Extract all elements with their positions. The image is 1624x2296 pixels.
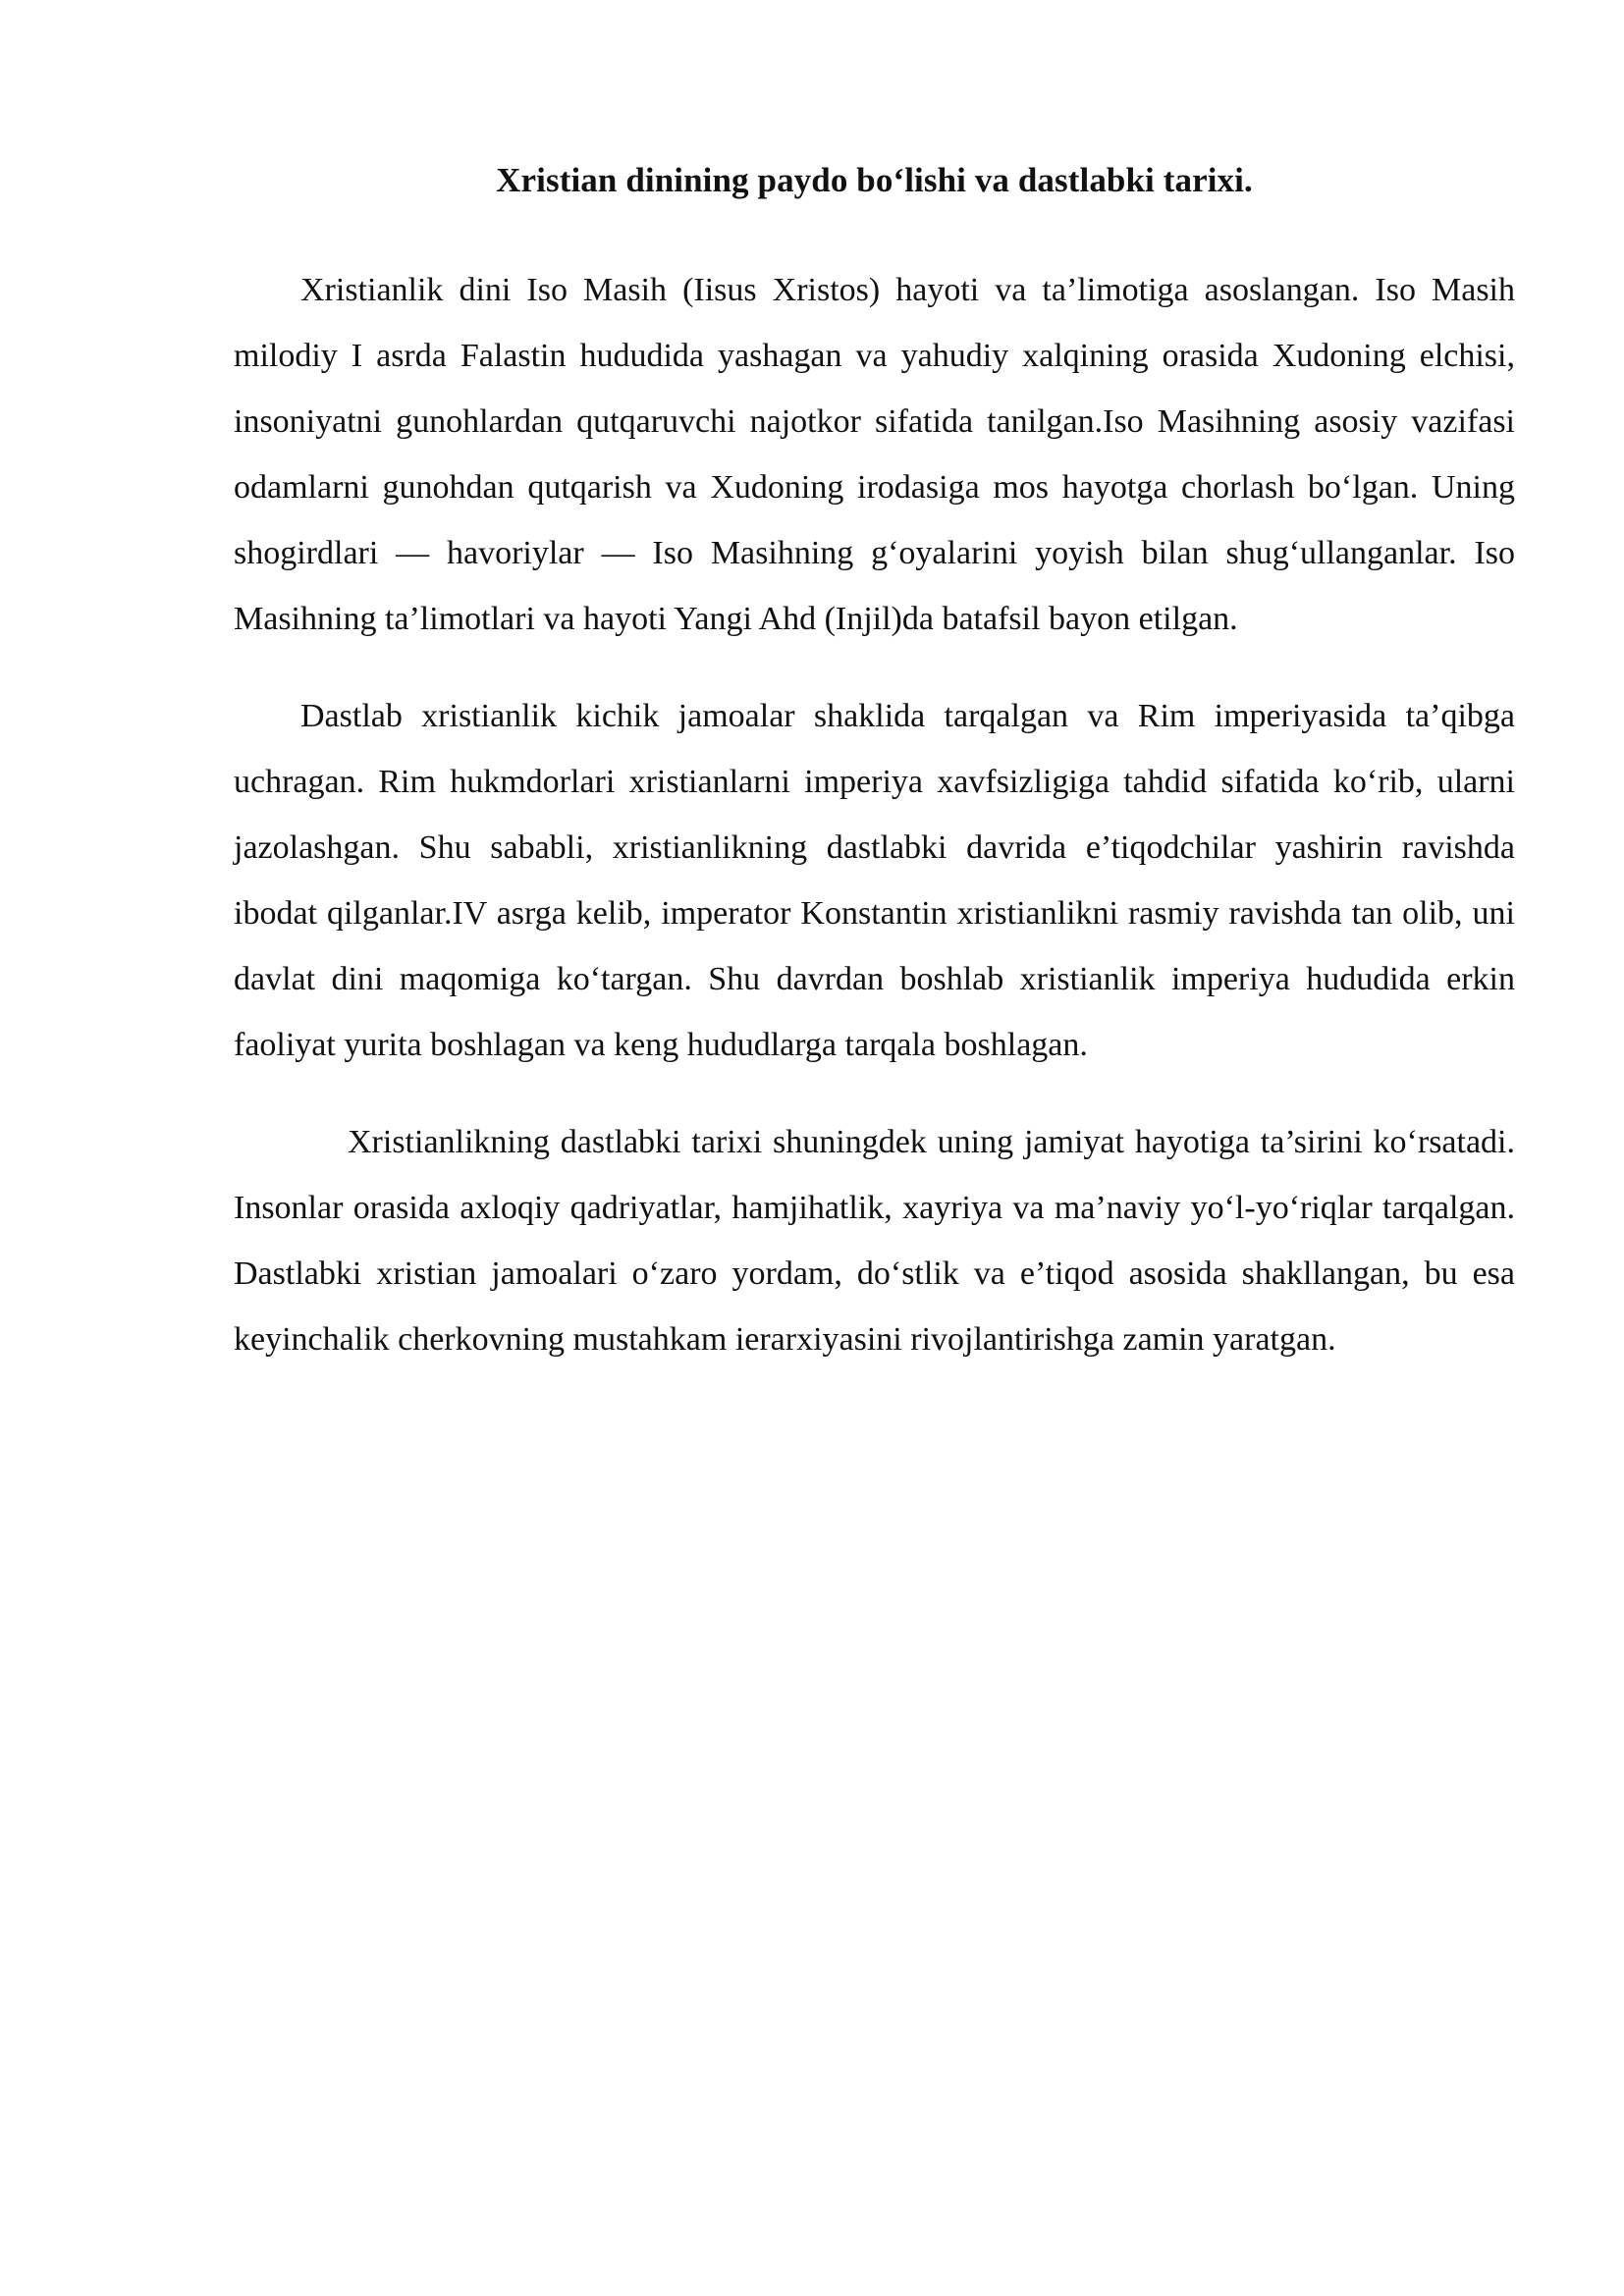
paragraph-roman-empire: Dastlab xristianlik kichik jamoalar shaklida tarqalgan va Rim imperiyasida ta’qibga uchragan. Rim hukmdorlari xristianlarni imperiya xavfsizligiga tahdid sifatida ko‘rib, ularni jazolashgan. Shu sababli, xristianlikning dastlabki davrida e’tiqodchilar yashirin ravishda ibodat qilganlar.IV asrga kelib, imperator Konstantin xristianlikni rasmiy ravishda tan olib, uni davlat dini maqomiga ko‘targan. Shu davrdan boshlab xristianlik imperiya hududida erkin faoliyat yurita boshlagan va keng hududlarga tarqala boshlagan.	[234, 698, 1515, 1063]
paragraph-origins: Xristianlik dini Iso Masih (Iisus Xristos) hayoti va ta’limotiga asoslangan. Iso Masih milodiy I asrda Falastin hududida yashagan va yahudiy xalqining orasida Xudoning elchisi, insoniyatni gunohlardan qutqaruvchi najotkor sifatida tanilgan.Iso Masihning asosiy vazifasi odamlarni gunohdan qutqarish va Xudoning irodasiga mos hayotga chorlash bo‘lgan. Uning shogirdlari — havoriylar — Iso Masihning g‘oyalarini yoyish bilan shug‘ullanganlar. Iso Masihning ta’limotlari va hayoti Yangi Ahd (Injil)da batafsil bayon etilgan.	[234, 272, 1515, 637]
document-body	[234, 149, 1515, 1372]
document-title: Xristian dinining paydo bo‘lishi va dastlabki tarixi.	[496, 161, 1253, 199]
paragraph-social-impact: Xristianlikning dastlabki tarixi shuningdek uning jamiyat hayotiga ta’sirini ko‘rsatadi. Insonlar orasida axloqiy qadriyatlar, hamjihatlik, xayriya va ma’naviy yo‘l-yo‘riqlar tarqalgan. Dastlabki xristian jamoalari o‘zaro yordam, do‘stlik va e’tiqod asosida shakllangan, bu esa keyinchalik cherkovning mustahkam ierarxiyasini rivojlantirishga zamin yaratgan.	[234, 1124, 1515, 1358]
